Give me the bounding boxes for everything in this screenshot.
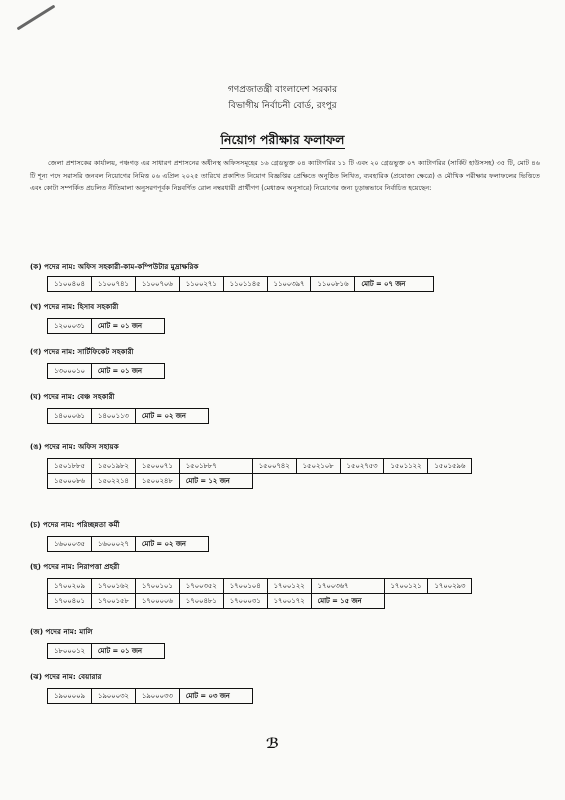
post-label: (চ) পদের নাম: পরিচ্ছন্নতা কর্মী bbox=[30, 520, 120, 529]
table-row bbox=[48, 319, 165, 334]
roll-number-cell: ১৭০০১৭২ bbox=[267, 594, 311, 609]
roll-number-cell: ১৭০০২৯৩ bbox=[428, 579, 472, 594]
total-cell: মোট = ০২ জন bbox=[135, 537, 208, 552]
total-cell: মোট = ০২ জন bbox=[135, 409, 208, 424]
table-row bbox=[48, 459, 472, 474]
roll-number-cell: ১৮০০০১২ bbox=[48, 644, 92, 659]
roll-table bbox=[47, 578, 472, 609]
roll-number-cell: ১১০০২৭১ bbox=[179, 277, 223, 292]
roll-number-cell: ১৭০০৩৬৭ bbox=[311, 579, 384, 594]
roll-number-cell: ১৫০০০৭১ bbox=[135, 459, 179, 474]
post-label: (ছ) পদের নাম: নিরাপত্তা প্রহরী bbox=[30, 562, 120, 571]
roll-number-cell: ১১০১১৪৫ bbox=[223, 277, 267, 292]
roll-table bbox=[47, 276, 434, 292]
roll-number-cell: ১২০০০৩১ bbox=[48, 319, 92, 334]
roll-number-cell: ১১০০৭৪১ bbox=[91, 277, 135, 292]
roll-number-cell: ১৫০০২৪৮ bbox=[135, 474, 179, 489]
roll-table bbox=[47, 688, 253, 704]
roll-number-cell: ১৫০০৭৪২ bbox=[252, 459, 296, 474]
total-cell: মোট = ১৫ জন bbox=[311, 594, 384, 609]
table-row bbox=[48, 409, 209, 424]
post-label: (ঝ) পদের নাম: বেয়ারার bbox=[30, 672, 102, 681]
post-label: (ঙ) পদের নাম: অফিস সহায়ক bbox=[30, 442, 119, 451]
total-cell: মোট = ০৭ জন bbox=[355, 277, 434, 292]
total-cell: মোট = ০১ জন bbox=[91, 644, 164, 659]
roll-number-cell: ১৫০২১০৮ bbox=[296, 459, 340, 474]
roll-number-cell: ১৭০০০৩১ bbox=[223, 594, 267, 609]
roll-number-cell: ১৭০০৩৫২ bbox=[179, 579, 223, 594]
roll-number-cell: ১৭০০১০৪ bbox=[223, 579, 267, 594]
roll-table bbox=[47, 536, 209, 552]
roll-number-cell: ১৩০০০১০ bbox=[48, 364, 92, 379]
roll-table bbox=[47, 408, 209, 424]
roll-number-cell: ১৭০০৪৮১ bbox=[179, 594, 223, 609]
roll-number-cell: ১৪০০১১৩ bbox=[91, 409, 135, 424]
roll-number-cell: ১৯০০০০৯ bbox=[48, 689, 92, 704]
roll-number-cell: ১৫০২২১৪ bbox=[91, 474, 135, 489]
roll-number-cell: ১৫০১৫৯৬ bbox=[428, 459, 472, 474]
government-header: গণপ্রজাতন্ত্রী বাংলাদেশ সরকার bbox=[227, 85, 338, 95]
roll-table bbox=[47, 643, 165, 659]
table-row bbox=[48, 594, 472, 609]
roll-number-cell: ১৫০২৭৫৩ bbox=[340, 459, 384, 474]
post-label: (ঘ) পদের নাম: বেঞ্চ সহকারী bbox=[30, 392, 115, 401]
table-row bbox=[48, 537, 209, 552]
roll-number-cell: ১৫০১৮৮৫ bbox=[48, 459, 92, 474]
roll-table bbox=[47, 363, 165, 379]
pen-mark bbox=[17, 5, 56, 31]
post-label: (গ) পদের নাম: সার্টিফিকেট সহকারী bbox=[30, 347, 134, 356]
roll-number-cell: ১৭০০১২২ bbox=[267, 579, 311, 594]
table-row bbox=[48, 689, 253, 704]
roll-number-cell: ১৭০০১২১ bbox=[384, 579, 428, 594]
table-row bbox=[48, 277, 434, 292]
table-row bbox=[48, 579, 472, 594]
roll-number-cell: ১৫০১৯৮২ bbox=[91, 459, 135, 474]
roll-number-cell: ১৬০০০৩৫ bbox=[48, 537, 92, 552]
roll-number-cell: ১৯০০০৩২ bbox=[91, 689, 135, 704]
total-cell: মোট = ০১ জন bbox=[91, 319, 164, 334]
total-cell: মোট = ১২ জন bbox=[179, 474, 252, 489]
table-row bbox=[48, 644, 165, 659]
roll-number-cell: ১৭০০১৫৮ bbox=[91, 594, 135, 609]
post-label: (জ) পদের নাম: মালি bbox=[30, 627, 93, 636]
roll-number-cell: ১৫০১১২২ bbox=[384, 459, 428, 474]
roll-number-cell: ১৬০০০২৭ bbox=[91, 537, 135, 552]
intro-paragraph: জেলা প্রশাসকের কার্যালয়, পঞ্চগড় এর সাধারণ প্রশাসনের অধীনস্থ অফিসসমূহের ১৬ গ্রেডভুক্ত ০৪ ক্যাটাগরির ১১ টি এবং ২০ গ্রেডভুক্ত ০৭ ক্যাটাগরির (সার্কিট হাউসসহ) ৩৫ টি, মোট ৪৬ টি শূন্য পদে সরাসরি জনবল নিয়োগের নিমিত্ত ০৬ এপ্রিল ২০২৫ তারিখে প্রকাশিত নিয়োগ বিজ্ঞপ্তির প্রেক্ষিতে অনুষ্ঠিত লিখিত, ব্যবহারিক (প্রযোজ্য ক্ষেত্রে) ও মৌখিক পরীক্ষার ফলাফলের ভিত্তিতে এবং কোটা সম্পর্কিত প্রচলিত নীতিমালা অনুসরণপূর্বক নিম্নবর্ণিত রোল নম্বরধারী প্রার্থীগণ (মেধাক্রম অনুসারে) নিয়োগের জন্য চূড়ান্তভাবে নির্বাচিত হয়েছেন: bbox=[30, 159, 540, 193]
roll-number-cell: ১৫০০০৮৬ bbox=[48, 474, 92, 489]
roll-number-cell: ১৫০১৮৮৭ bbox=[179, 459, 252, 474]
post-label: (ক) পদের নাম: অফিস সহকারী-কাম-কম্পিউটার মুদ্রাক্ষরিক bbox=[30, 262, 199, 271]
table-row bbox=[48, 364, 165, 379]
roll-number-cell: ১৭০০১০১ bbox=[135, 579, 179, 594]
roll-table bbox=[47, 318, 165, 334]
post-label: (খ) পদের নাম: হিসাব সহকারী bbox=[30, 302, 119, 311]
roll-number-cell: ১৪০০০৬১ bbox=[48, 409, 92, 424]
roll-number-cell: ১১০০৮১৬ bbox=[311, 277, 355, 292]
roll-number-cell: ১৭০০১৬২ bbox=[91, 579, 135, 594]
roll-number-cell: ১৭০০০০৬ bbox=[135, 594, 179, 609]
total-cell: মোট = ০১ জন bbox=[91, 364, 164, 379]
roll-number-cell: ১১০০৭০৬ bbox=[135, 277, 179, 292]
roll-number-cell: ১৯০০০৩৩ bbox=[135, 689, 179, 704]
roll-number-cell: ১১০০৩৯৭ bbox=[267, 277, 311, 292]
table-row bbox=[48, 474, 472, 489]
roll-number-cell: ১৭০০২০৯ bbox=[48, 579, 92, 594]
page-title: নিয়োগ পরীক্ষার ফলাফল bbox=[220, 132, 345, 147]
roll-table bbox=[47, 458, 472, 489]
total-cell: মোট = ০৩ জন bbox=[179, 689, 252, 704]
roll-number-cell: ১৭০০৪০১ bbox=[48, 594, 92, 609]
roll-number-cell: ১১০০৪০৪ bbox=[48, 277, 92, 292]
board-header: বিভাগীয় নির্বাচনী বোর্ড, রংপুর bbox=[228, 101, 337, 111]
signature: ℬ bbox=[266, 736, 279, 752]
